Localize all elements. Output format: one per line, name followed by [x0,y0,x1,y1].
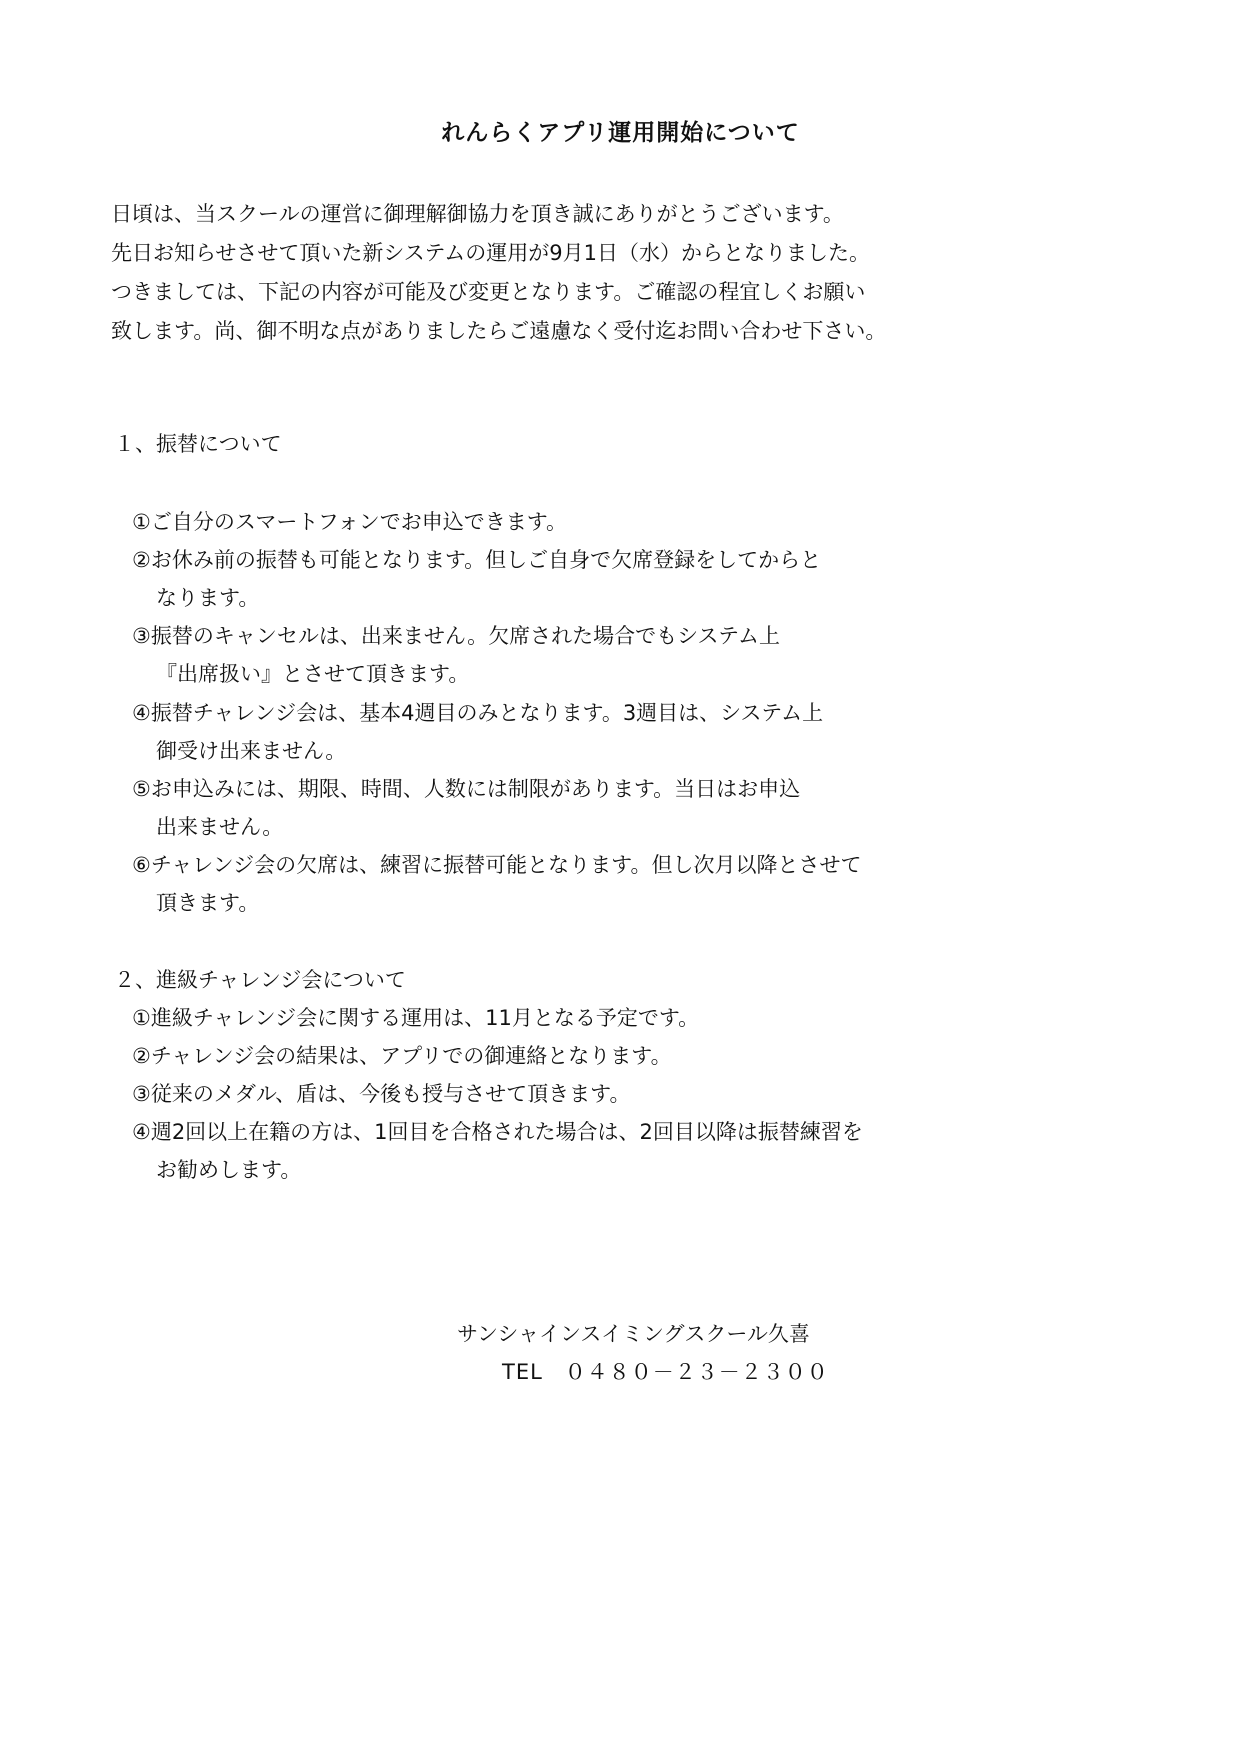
section-1-item-1: ①ご自分のスマートフォンでお申込できます。 [132,510,568,534]
section-1-item-5: ⑤お申込みには、期限、時間、人数には制限があります。当日はお申込 [132,777,801,801]
intro-line: 先日お知らせさせて頂いた新システムの運用が9月1日（水）からとなりました。 [111,241,870,265]
document-title: れんらくアプリ運用開始について [441,120,800,146]
intro-paragraph [111,195,1131,351]
section-1-item-3: ③振替のキャンセルは、出来ません。欠席された場合でもシステム上 [132,624,780,648]
section-2-item-4: ④週2回以上在籍の方は、1回目を合格された場合は、2回目以降は振替練習を [132,1120,863,1144]
section-1-item-5-cont: 出来ません。 [156,815,284,839]
intro-line: つきましては、下記の内容が可能及び変更となります。ご確認の程宜しくお願い [111,280,866,304]
section-2-item-3: ③従来のメダル、盾は、今後も授与させて頂きます。 [132,1082,631,1106]
section-1-item-2: ②お休み前の振替も可能となります。但しご自身で欠席登録をしてからと [132,548,822,572]
section-1-item-4-cont: 御受け出来ません。 [156,739,347,763]
section-2-item-4-cont: お勧めします。 [156,1158,302,1182]
section-1-heading: １、振替について [114,432,282,456]
intro-line: 致します。尚、御不明な点がありましたらご遠慮なく受付迄お問い合わせ下さい。 [111,319,887,343]
footer-school-name: サンシャインスイミングスクール久喜 [457,1322,810,1346]
section-2-item-2: ②チャレンジ会の結果は、アプリでの御連絡となります。 [132,1044,672,1068]
section-1-item-4: ④振替チャレンジ会は、基本4週目のみとなります。3週目は、システム上 [132,701,824,725]
footer-telephone: TEL ０４８０－２３－２３００ [502,1360,829,1384]
section-1-item-3-cont: 『出席扱い』とさせて頂きます。 [156,662,470,686]
section-2-item-1: ①進級チャレンジ会に関する運用は、11月となる予定です。 [132,1006,700,1030]
section-1-item-6: ⑥チャレンジ会の欠席は、練習に振替可能となります。但し次月以降とさせて [132,853,862,877]
section-1-item-6-cont: 頂きます。 [156,891,260,915]
intro-line: 日頃は、当スクールの運営に御理解御協力を頂き誠にありがとうございます。 [111,202,844,226]
section-1-item-2-cont: なります。 [156,586,260,610]
section-2-heading: ２、進級チャレンジ会について [114,968,406,992]
